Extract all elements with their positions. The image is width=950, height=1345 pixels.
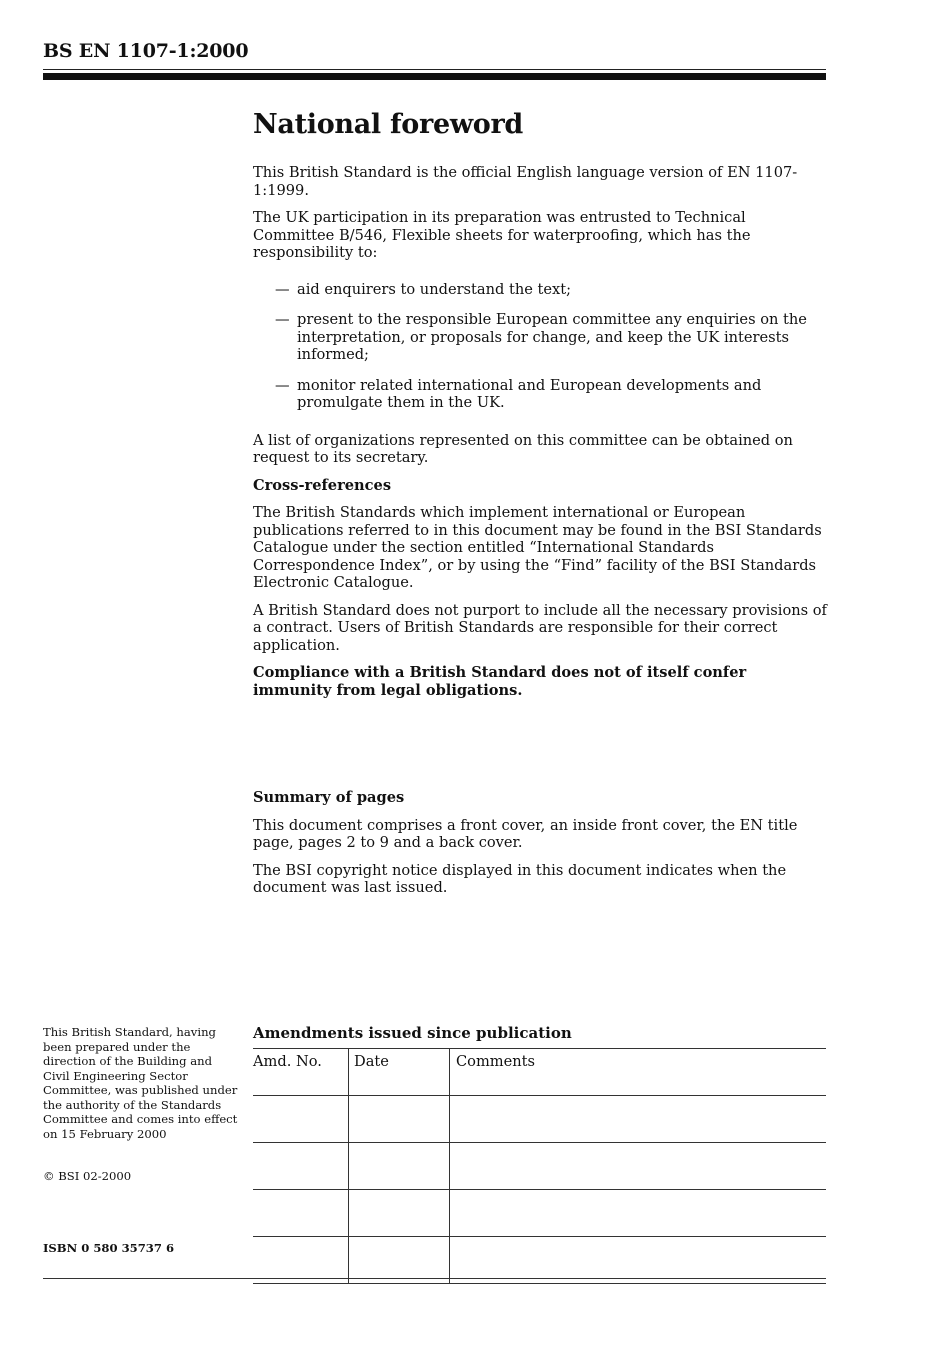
copyright-notice-paragraph: The BSI copyright notice displayed in this document indicates when the document was last issued. [253,861,787,896]
list-item-text: aid enquirers to understand the text; [297,280,572,298]
copyright-line: © BSI 02-2000 [43,1169,132,1183]
header-rule-thick [43,73,826,80]
footer-rule [43,1278,826,1279]
page-title: National foreword [253,109,523,140]
cell-comments [450,1143,827,1190]
list-item [253,377,828,412]
responsibility-list [253,281,828,412]
amendments-table [253,1048,826,1284]
column-header-amd-no: Amd. No. [253,1049,349,1096]
cell-date [349,1143,450,1190]
dash-marker: — [275,311,290,328]
provisions-paragraph: A British Standard does not purport to include all the necessary provisions of a contract. Users of British Standards are responsible for their correct application. [253,601,827,654]
national-foreword-section [253,108,828,709]
column-header-date: Date [349,1049,450,1096]
table-header-row [253,1049,826,1096]
column-header-comments: Comments [450,1049,827,1096]
table-row [253,1143,826,1190]
cell-comments [450,1190,827,1237]
cell-date [349,1096,450,1143]
dash-marker: — [275,280,290,298]
organizations-paragraph: A list of organizations represented on this committee can be obtained on request to its secretary. [253,431,793,466]
summary-paragraph: This document comprises a front cover, an inside front cover, the EN title page, pages 2 to 9 and a back cover. [253,816,798,851]
cross-references-paragraph: The British Standards which implement international or European publications referred to in this document may be found in the BSI Standards Catalogue under the section entitled “International Standards Correspondence Index”, or by using the “Find” facility of the BSI Standards Electronic Catalogue. [253,504,822,591]
intro-paragraph: This British Standard is the official English language version of EN 1107-1:1999. [253,164,798,199]
cell-amd-no [253,1190,349,1237]
cell-date [349,1237,450,1284]
compliance-statement: Compliance with a British Standard does not of itself confer immunity from legal obligations. [253,664,747,699]
publication-note: This British Standard, having been prepared under the direction of the Building and Civil Engineering Sector Committee, was published under the authority of the Standards Committee and comes into effect on 15 February 2000 [43,1025,238,1141]
cell-amd-no [253,1237,349,1284]
document-reference: BS EN 1107-1:2000 [43,40,249,62]
list-item-text: monitor related international and European developments and promulgate them in the UK. [297,376,762,411]
list-item-text: present to the responsible European committee any enquiries on the interpretation, or proposals for change, and keep the UK interests informed; [297,311,807,363]
dash-marker: — [275,376,290,394]
list-item [253,311,828,364]
committee-paragraph: The UK participation in its preparation was entrusted to Technical Committee B/546, Flexible sheets for waterproofing, which has the responsibility to: [253,209,751,261]
table-row [253,1190,826,1237]
cell-amd-no [253,1143,349,1190]
summary-heading: Summary of pages [253,789,405,806]
cell-amd-no [253,1096,349,1143]
cell-comments [450,1096,827,1143]
amendments-title: Amendments issued since publication [253,1024,572,1042]
header-rule-thin [43,69,826,70]
table-row [253,1096,826,1143]
list-item [253,281,828,299]
cell-date [349,1190,450,1237]
cell-comments [450,1237,827,1284]
table-row [253,1237,826,1284]
isbn: ISBN 0 580 35737 6 [43,1241,175,1255]
cross-references-heading: Cross-references [253,476,392,494]
summary-of-pages-section [253,789,828,907]
